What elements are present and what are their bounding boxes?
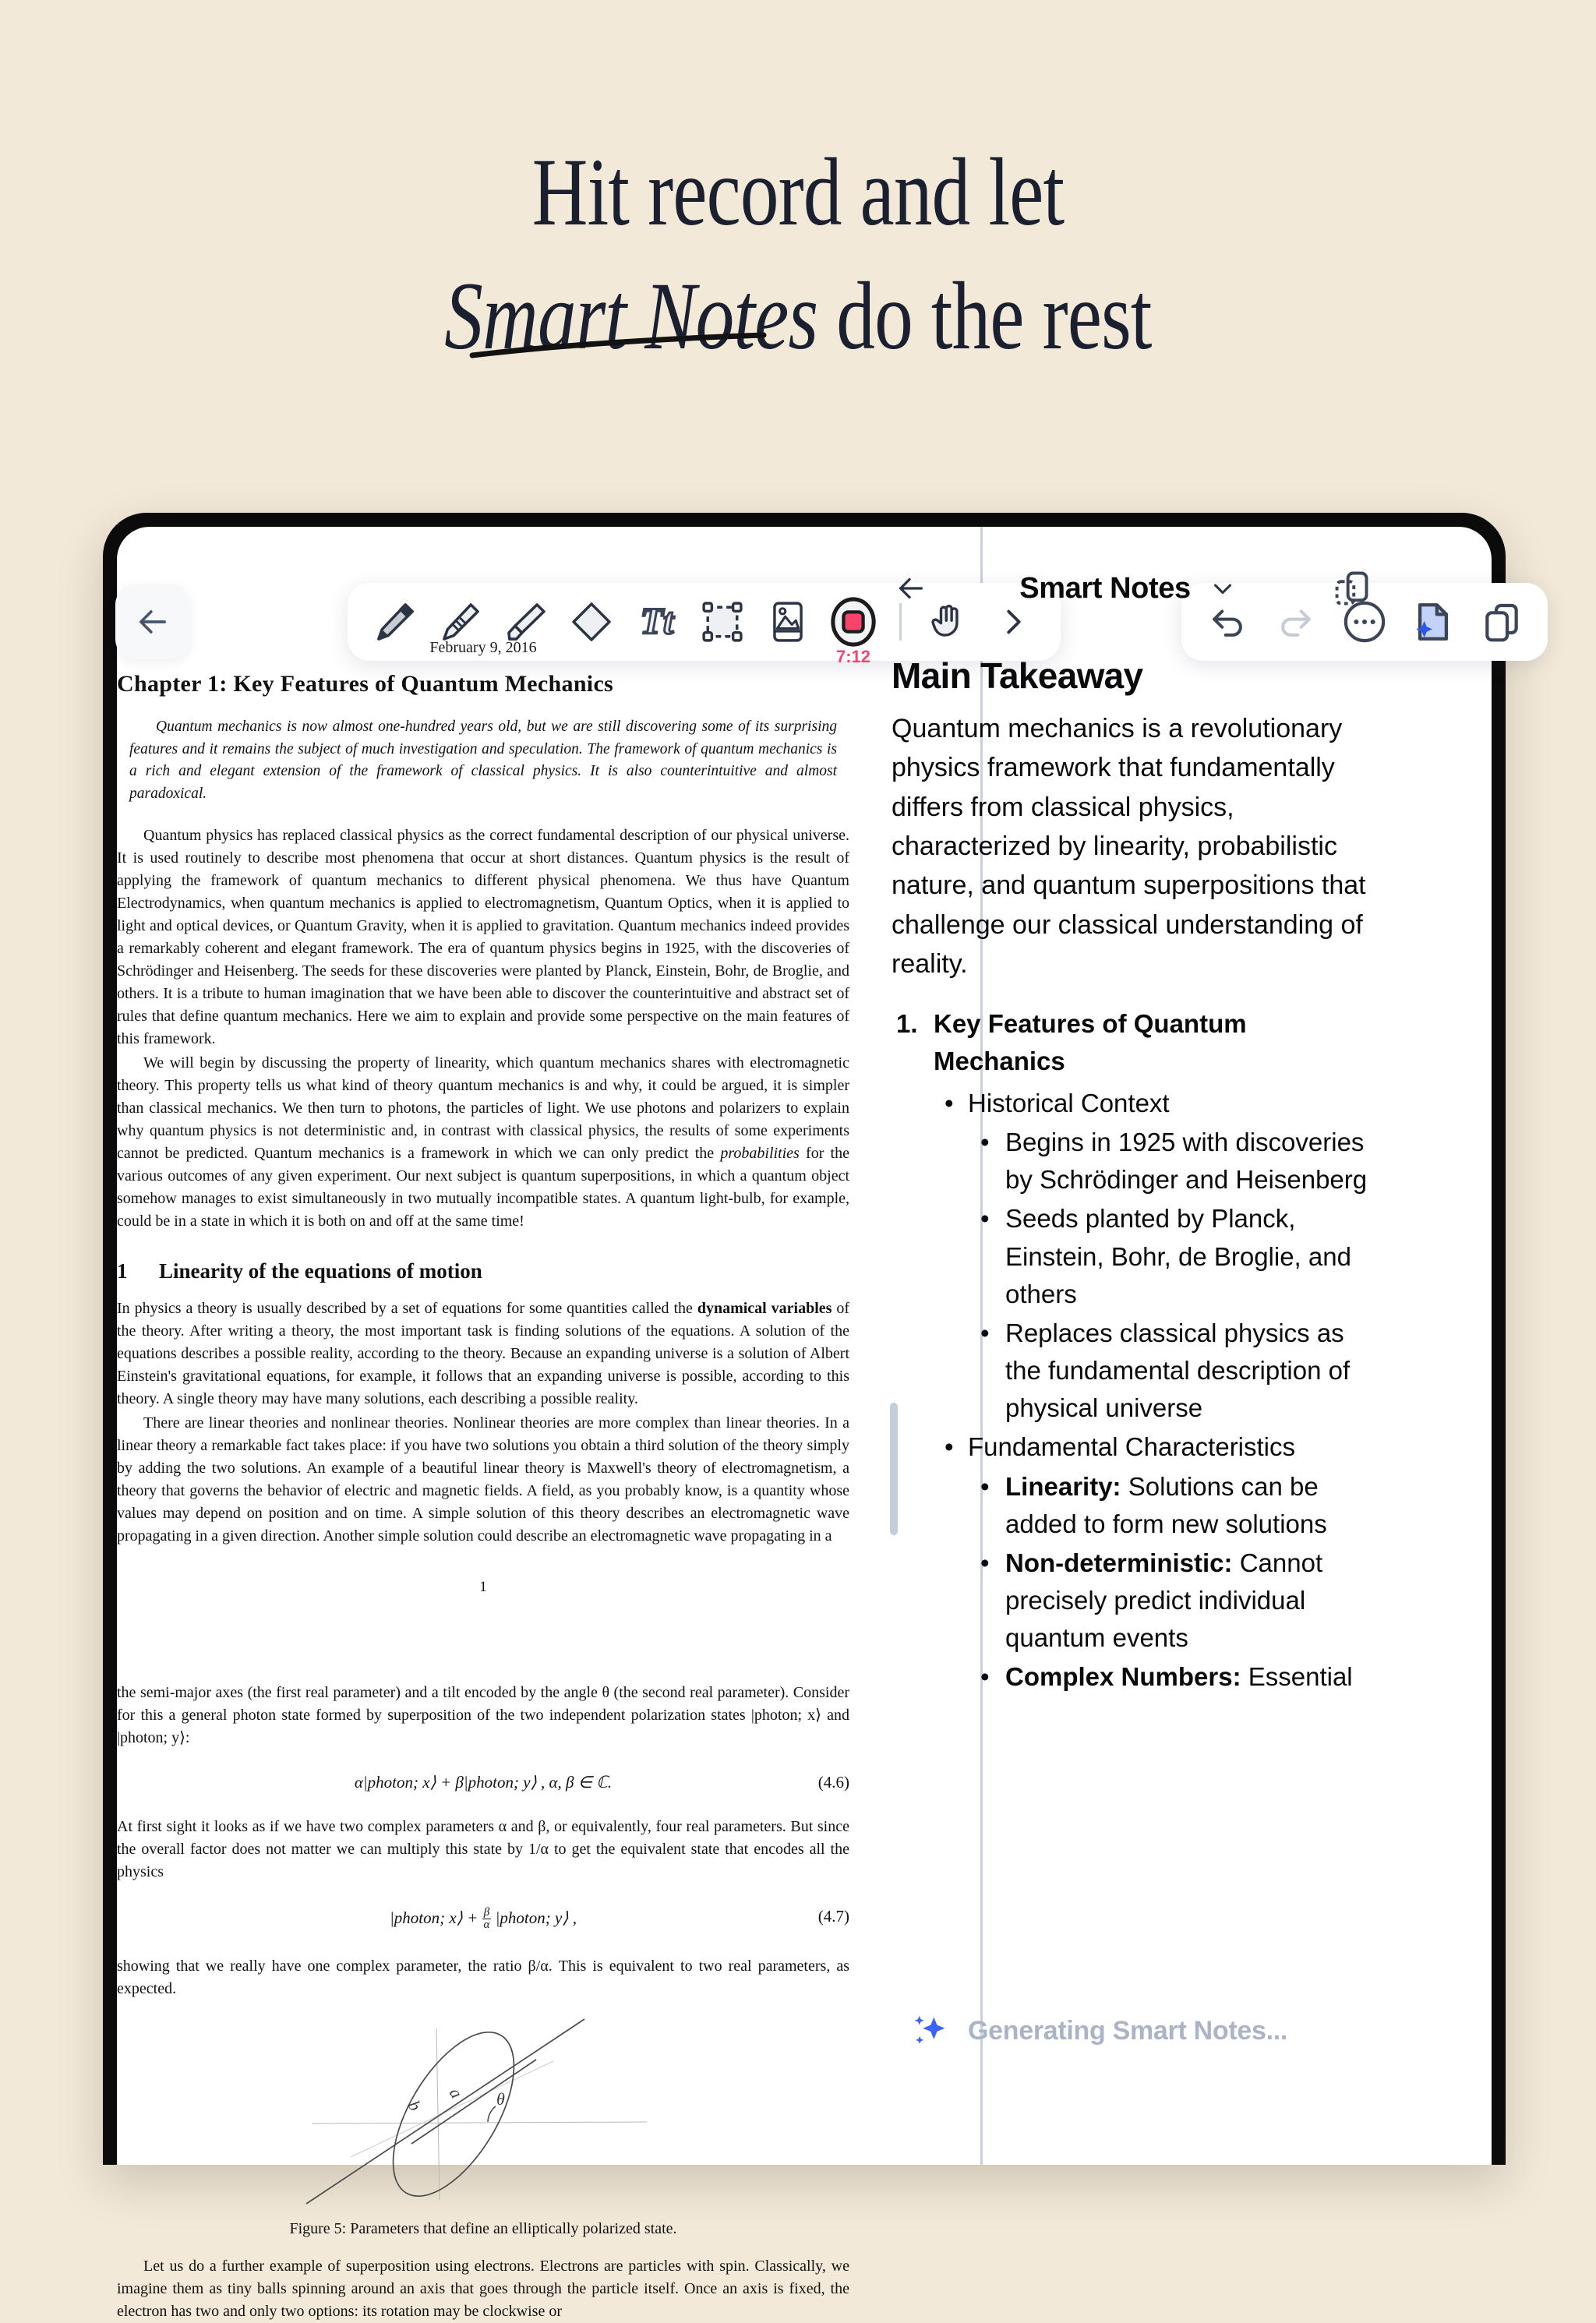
outline-children-1 (934, 1085, 1376, 1696)
chevron-down-icon[interactable] (1208, 574, 1238, 603)
document-paragraph-5: the semi-major axes (the first real parameter) and a tilt encoded by the angle θ (the second real parameter). Consider for this a general photon state formed by superposition of the two independent polarization states |photon; x⟩ and |photon; y⟩: (117, 1683, 849, 1746)
beta-over-alpha-fraction (482, 1907, 492, 1933)
back-arrow-icon (893, 570, 929, 606)
panel-title-group[interactable] (938, 572, 1319, 605)
list-item-bold: Linearity: (1005, 1471, 1121, 1501)
smart-note-page-button[interactable] (1407, 596, 1459, 648)
sparkles-icon (910, 2011, 951, 2051)
headline-line-2 (160, 255, 1436, 379)
section-title: Linearity of the equations of motion (159, 1259, 482, 1283)
back-arrow-icon (132, 602, 173, 642)
fraction-numerator: β (482, 1907, 492, 1920)
document-abstract: Quantum mechanics is now almost one-hundred years old, but we are still discovering some of its surprising features and it remains the subject of much investigation and speculation. The framework of quantum mechanics is a rich and elegant extension of the framework of classical physics. It is also counterintuitive and almost paradoxical. (129, 718, 837, 802)
bullet-dot: • (980, 1471, 990, 1501)
outline-item-1 (892, 1005, 1376, 1696)
figure-caption: Figure 5: Parameters that define an elliptically polarized state. (289, 2220, 677, 2238)
smart-notes-panel[interactable] (879, 545, 1389, 1692)
equation-4-6 (117, 1773, 849, 1792)
headline-rest: do the rest (817, 262, 1152, 369)
para2-part-b: for the various outcomes of any given experiment. Our next subject is quantum superpositions, in which a quantum object somehow manages to exist simultaneously in two mutually incompatible states. A quantum light-bulb, for example, could be in a state in which it is both on and off at the same time! (117, 1144, 849, 1230)
panel-back-button[interactable] (884, 570, 938, 606)
pen-icon (372, 598, 418, 645)
pencil-icon (437, 598, 484, 645)
fundamental-characteristics-children (968, 1468, 1376, 1696)
list-item (968, 1124, 1376, 1199)
figure-label-a: a (445, 2084, 467, 2102)
para2-italic: probabilities (720, 1144, 800, 1162)
para3-part-a: In physics a theory is usually described by a set of equations for some quantities called the (117, 1299, 697, 1317)
list-item-label: Fundamental Characteristics (968, 1432, 1296, 1462)
para3-bold: dynamical variables (697, 1299, 832, 1317)
equation-4-7-part-b: |photon; y⟩ , (491, 1908, 577, 1927)
list-item-label: Begins in 1925 with discoveries by Schrödinger and Heisenberg (1005, 1128, 1368, 1195)
document-chapter-title: Chapter 1: Key Features of Quantum Mechanics (117, 671, 614, 697)
fraction-denominator: α (483, 1919, 490, 1932)
list-item-label: Solutions can be added to form new solutions (1005, 1471, 1327, 1538)
copy-pages-icon (1480, 600, 1524, 644)
headline-line-1: Hit record and let (531, 139, 1065, 245)
list-item-bold: Non-deterministic: (1005, 1548, 1233, 1577)
figure-label-theta: θ (496, 2089, 505, 2109)
equation-4-6-tag: (4.6) (817, 1772, 849, 1792)
outline-marker-1: 1. (896, 1009, 918, 1039)
section-number: 1 (117, 1259, 128, 1283)
split-view-icon (1331, 568, 1372, 609)
list-item-bold: Complex Numbers: (1005, 1662, 1241, 1692)
document-page-number: 1 (479, 1578, 487, 1595)
bullet-dot: • (980, 1548, 990, 1577)
list-item (968, 1200, 1376, 1313)
bullet-dot: • (945, 1088, 954, 1117)
pages-button[interactable] (1476, 596, 1527, 648)
bullet-dot: • (980, 1662, 990, 1692)
list-item-label: Essential (1241, 1662, 1353, 1692)
eraser-icon (568, 598, 615, 645)
main-takeaway-summary: Quantum mechanics is a revolutionary physics framework that fundamentally differs from classical physics, characterized by linearity, probabilistic nature, and quantum superpositions that challenge our classical understanding of reality. (892, 714, 1366, 979)
para2-part-a: We will begin by discussing the property of linearity, which quantum mechanics shares with electromagnetic theory. This property tells us what kind of theory quantum mechanics is and why, it could be argued, it is simpler than classical mechanics. We then turn to photons, the particles of light. We use photons and polarizers to explain why quantum physics is not deterministic and, in contrast with classical physics, the results of some experiments cannot be predicted. Quantum mechanics is a framework in which we can only predict the (117, 1054, 849, 1162)
bullet-dot: • (980, 1128, 990, 1157)
generating-status (910, 2011, 1287, 2051)
document-paragraph-3 (117, 1297, 849, 1410)
hand-drawn-underline-icon (468, 330, 779, 362)
smart-notes-header (879, 545, 1389, 631)
list-item-label: Replaces classical physics as the fundamental description of physical universe (1005, 1318, 1351, 1423)
panel-dock-button[interactable] (1319, 568, 1384, 609)
figure-label-b: b (404, 2097, 425, 2115)
ellipse-figure-drawing (117, 2005, 849, 2215)
list-item (934, 1085, 1376, 1428)
document-section-heading (117, 1259, 849, 1283)
list-item (934, 1428, 1376, 1696)
list-item (968, 1545, 1376, 1658)
list-item (968, 1315, 1376, 1428)
historical-context-children (968, 1124, 1376, 1427)
equation-4-7 (117, 1907, 849, 1933)
document-paragraph-2 (117, 1052, 849, 1233)
highlighter-icon (503, 598, 549, 645)
smart-notes-outline (892, 1005, 1376, 1696)
list-item-label: Cannot precisely predict individual quantum events (1005, 1548, 1323, 1653)
list-item (968, 1468, 1376, 1543)
image-icon (765, 599, 810, 644)
panel-scrollbar-thumb[interactable] (890, 1403, 898, 1535)
list-item (968, 1658, 1376, 1696)
document-paragraph-4: There are linear theories and nonlinear theories. Nonlinear theories are more complex than linear theories. In a linear theory a remarkable fact takes place: if you have two solutions you obtain a third solution of the theory simply by adding the two solutions. An example of a beautiful linear theory is Maxwell's theory of electromagnetism, a theory that governs the behavior of electric and magnetic fields. A field, as you probably know, is a quantity whose values may depend on position and on time. A simple solution of this theory describes an electromagnetic wave propagating in a given direction. Another simple solution could describe an electromagnetic wave propagating in a (117, 1414, 849, 1545)
equation-4-7-part-a: |photon; x⟩ + (389, 1908, 482, 1927)
main-takeaway-heading: Main Takeaway (892, 655, 1143, 696)
list-item-label: Historical Context (968, 1088, 1170, 1117)
sparkle-page-icon (1411, 599, 1456, 644)
generating-status-text: Generating Smart Notes... (968, 2015, 1288, 2046)
para3-part-b: of the theory. After writing a theory, the most important task is finding solutions of the equations. A solution of the equations describes a possible reality, according to the theory. Because an expanding universe is a solution of Albert Einstein's gravitational equations, for example, it follows that an expanding universe is possible, according to this theory. A single theory may have many solutions, each describing a possible reality. (117, 1299, 849, 1407)
document-paragraph-6: At first sight it looks as if we have two complex parameters α and β, or equivalently, four real parameters. But since the overall factor does not matter we can multiply this state by 1/α to get the equivalent state that encodes all the physics (117, 1817, 849, 1880)
document-paragraph-1: Quantum physics has replaced classical physics as the correct fundamental description of our physical universe. It is used routinely to describe most phenomena that occur at short distances. Quantum physics is the result of applying the framework of quantum mechanics to different physical phenomena. We thus have Quantum Electrodynamics, when quantum mechanics is applied to electromagnetism, Quantum Optics, when it is applied to light and optical devices, or Quantum Gravity, when it is applied to gravitation. Quantum mechanics indeed provides a remarkably coherent and elegant framework. The era of quantum physics begins in 1925, with the discoveries of Schrödinger and Heisenberg. The seeds for these discoveries were planted by Planck, Einstein, Bohr, de Broglie, and others. It is a tribute to human imagination that we have been able to discover the counterintuitive and abstract set of rules that define quantum mechanics. Here we aim to explain and provide some perspective on the main features of this framework. (117, 826, 849, 1047)
bullet-dot: • (945, 1432, 954, 1462)
document-paragraph-7: showing that we really have one complex parameter, the ratio β/α. This is equivalent to two real parameters, as expected. (117, 1958, 849, 1998)
text-tt-icon: Tt (640, 601, 674, 642)
equation-4-6-body: α|photon; x⟩ + β|photon; y⟩ , α, β ∈ ℂ. (354, 1772, 613, 1792)
list-item-label: Seeds planted by Planck, Einstein, Bohr, de Broglie, and others (1005, 1204, 1351, 1308)
headline-emphasis: Smart Notes (444, 262, 818, 369)
pdf-document-view[interactable] (117, 639, 849, 2321)
equation-4-7-tag: (4.7) (817, 1906, 849, 1926)
lasso-select-icon (700, 599, 745, 644)
document-date: February 9, 2016 (429, 639, 537, 656)
smart-notes-content (879, 631, 1389, 1696)
outline-title-1: Key Features of Quantum Mechanics (934, 1009, 1247, 1076)
hero-headline (160, 131, 1436, 378)
document-paragraph-8: Let us do a further example of superposition using electrons. Electrons are particles with spin. Classically, we imagine them as tiny balls spinning around an axis that goes through the particle itself. Once an axis is fixed, the electron has two and only two options: its rotation may be clockwise or (117, 2258, 849, 2321)
record-timer: 7:12 (835, 647, 871, 666)
panel-title: Smart Notes (1019, 571, 1191, 605)
bullet-dot: • (980, 1318, 990, 1347)
page-break-gap (117, 1596, 849, 1682)
bullet-dot: • (980, 1204, 990, 1234)
